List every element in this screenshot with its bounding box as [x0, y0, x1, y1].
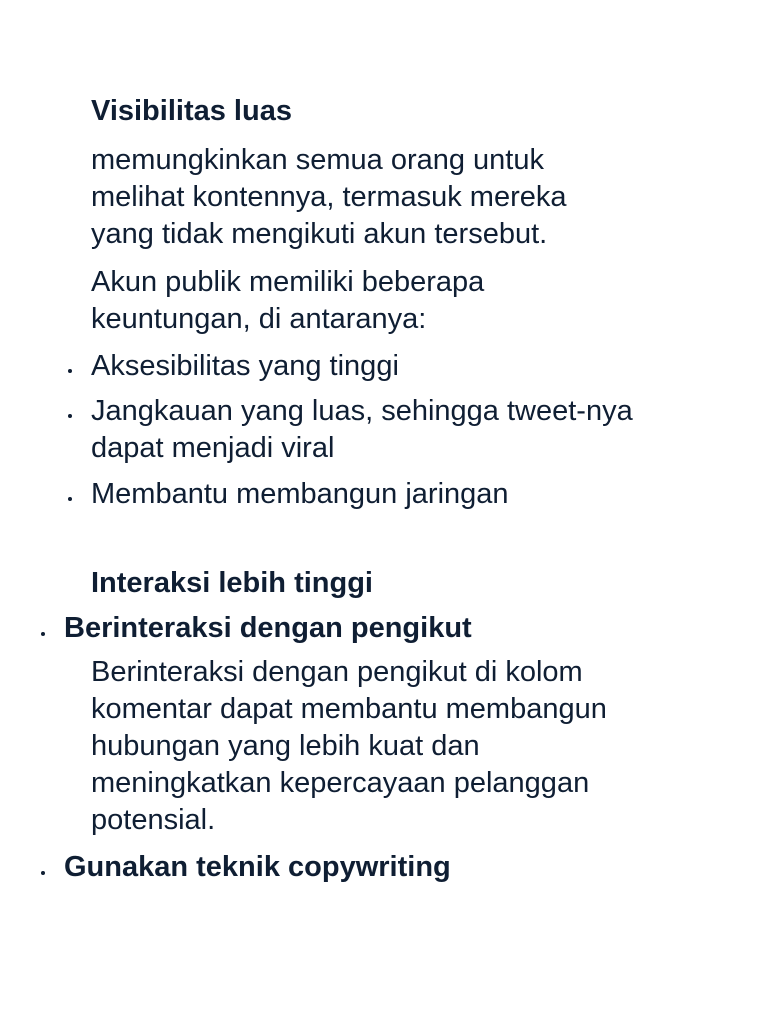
- bullet-item-text: dapat menjadi viral: [91, 432, 335, 464]
- bullet-item-text: Aksesibilitas yang tinggi: [91, 350, 399, 382]
- section-heading-interaksi: Interaksi lebih tinggi: [91, 567, 373, 599]
- item-body-line: komentar dapat membantu membangun: [91, 693, 607, 725]
- description-line: memungkinkan semua orang untuk: [91, 144, 544, 176]
- description-line: melihat kontennya, termasuk mereka: [91, 181, 567, 213]
- item-body-line: meningkatkan kepercayaan pelanggan: [91, 767, 590, 799]
- bullet-dot-icon: [41, 871, 45, 875]
- bullet-dot-icon: [68, 414, 72, 418]
- item-body-line: hubungan yang lebih kuat dan: [91, 730, 480, 762]
- item-body-line: Berinteraksi dengan pengikut di kolom: [91, 656, 583, 688]
- section-heading-visibilitas: Visibilitas luas: [91, 95, 292, 127]
- bullet-dot-icon: [68, 497, 72, 501]
- bullet-item-text: Membantu membangun jaringan: [91, 478, 509, 510]
- item-title: Gunakan teknik copywriting: [64, 851, 451, 883]
- description-line: yang tidak mengikuti akun tersebut.: [91, 218, 548, 250]
- item-body-line: potensial.: [91, 804, 216, 836]
- bullet-dot-icon: [68, 369, 72, 373]
- item-title: Berinteraksi dengan pengikut: [64, 612, 472, 644]
- intro-line: Akun publik memiliki beberapa: [91, 266, 485, 298]
- bullet-item-text: Jangkauan yang luas, sehingga tweet-nya: [91, 395, 633, 427]
- intro-line: keuntungan, di antaranya:: [91, 303, 427, 335]
- bullet-dot-icon: [41, 632, 45, 636]
